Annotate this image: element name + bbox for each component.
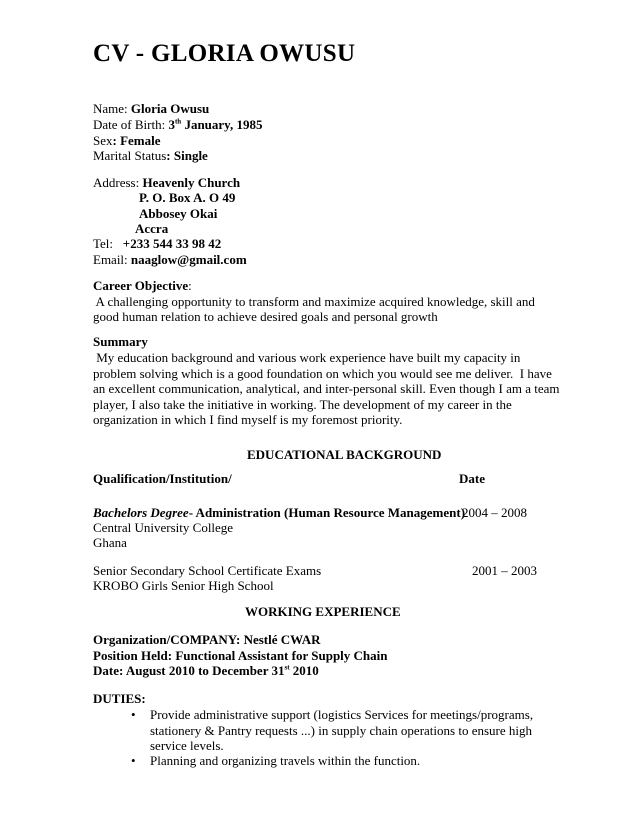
summary-line-2: problem solving which is a good foundation on which you would see me deliver. I have xyxy=(93,366,552,381)
tel-line xyxy=(93,236,221,252)
career-line-1: A challenging opportunity to transform and maximize acquired knowledge, skill and xyxy=(93,294,535,309)
duty-bullet-1: • xyxy=(131,707,136,722)
sex-line xyxy=(93,133,161,149)
marital-label: Marital Status xyxy=(93,148,167,163)
work-date-sup: st xyxy=(284,663,290,672)
summary-line-3: an excellent communication, analytical, and inter-personal skill. Even though I am a team xyxy=(93,381,560,396)
education-heading: EDUCATIONAL BACKGROUND xyxy=(247,447,442,462)
duties-heading: DUTIES: xyxy=(93,691,146,706)
sex-label: Sex xyxy=(93,133,113,148)
education-col-date: Date xyxy=(459,471,485,486)
education-date-2: 2001 – 2003 xyxy=(472,563,537,578)
work-heading: WORKING EXPERIENCE xyxy=(245,604,401,619)
summary-line-4: player, I also take the initiative in working. The development of my career in the xyxy=(93,397,512,412)
address-line-1 xyxy=(93,175,240,191)
tel-label: Tel: xyxy=(93,236,123,251)
dob-label: Date of Birth: xyxy=(93,117,169,132)
name-line xyxy=(93,101,209,117)
duty-1-line-3: service levels. xyxy=(150,738,224,753)
duty-bullet-2: • xyxy=(131,753,136,768)
degree-1-italic: Bachelors Degree xyxy=(93,505,189,520)
marital-line xyxy=(93,148,208,164)
sex-value: : Female xyxy=(112,133,161,148)
tel-value: +233 544 33 98 42 xyxy=(122,236,222,251)
degree-1-rest: - Administration (Human Resource Management) xyxy=(188,505,466,520)
education-inst-1: Central University College xyxy=(93,520,234,535)
summary-line-1: My education background and various work experience have built my capacity in xyxy=(93,350,521,365)
name-value: Gloria Owusu xyxy=(130,101,210,116)
education-degree-1 xyxy=(93,505,465,521)
duty-1-line-2: stationery & Pantry requests ...) in supply chain operations to ensure high xyxy=(150,723,532,738)
education-col-qualification: Qualification/Institution/ xyxy=(93,471,232,486)
career-heading-line xyxy=(93,278,192,294)
work-organization: Organization/COMPANY: Nestlé CWAR xyxy=(93,632,321,647)
address-street: Heavenly Church xyxy=(142,175,241,190)
marital-value: : Single xyxy=(166,148,208,163)
duty-2-line-1: Planning and organizing travels within the function. xyxy=(150,753,421,768)
education-degree-2: Senior Secondary School Certificate Exams xyxy=(93,563,322,578)
dob-day: 3 xyxy=(168,117,175,132)
dob-line xyxy=(93,117,262,133)
work-date-prefix: Date: August 2010 to December 31 xyxy=(93,663,285,678)
email-value: naaglow@gmail.com xyxy=(130,252,247,267)
work-position: Position Held: Functional Assistant for Supply Chain xyxy=(93,648,388,663)
email-label: Email: xyxy=(93,252,131,267)
work-date-suffix: 2010 xyxy=(289,663,319,678)
duty-1-line-1: Provide administrative support (logistics Services for meetings/programs, xyxy=(150,707,534,722)
work-date xyxy=(93,663,319,679)
summary-heading: Summary xyxy=(93,334,148,349)
dob-sup: th xyxy=(174,117,182,126)
career-colon: : xyxy=(188,278,192,293)
summary-line-5: organization in which I find myself is my foremost priority. xyxy=(93,412,403,427)
career-heading: Career Objective xyxy=(93,278,189,293)
page-title: CV - GLORIA OWUSU xyxy=(93,40,356,67)
address-box: P. O. Box A. O 49 xyxy=(139,190,236,205)
address-area: Abbosey Okai xyxy=(139,206,218,221)
email-line xyxy=(93,252,247,268)
education-country-1: Ghana xyxy=(93,535,127,550)
dob-rest: January, 1985 xyxy=(181,117,263,132)
address-city: Accra xyxy=(135,221,169,236)
career-line-2: good human relation to achieve desired goals and personal growth xyxy=(93,309,438,324)
name-label: Name: xyxy=(93,101,131,116)
address-label: Address: xyxy=(93,175,143,190)
education-inst-2: KROBO Girls Senior High School xyxy=(93,578,274,593)
education-date-1: 2004 – 2008 xyxy=(462,505,527,520)
